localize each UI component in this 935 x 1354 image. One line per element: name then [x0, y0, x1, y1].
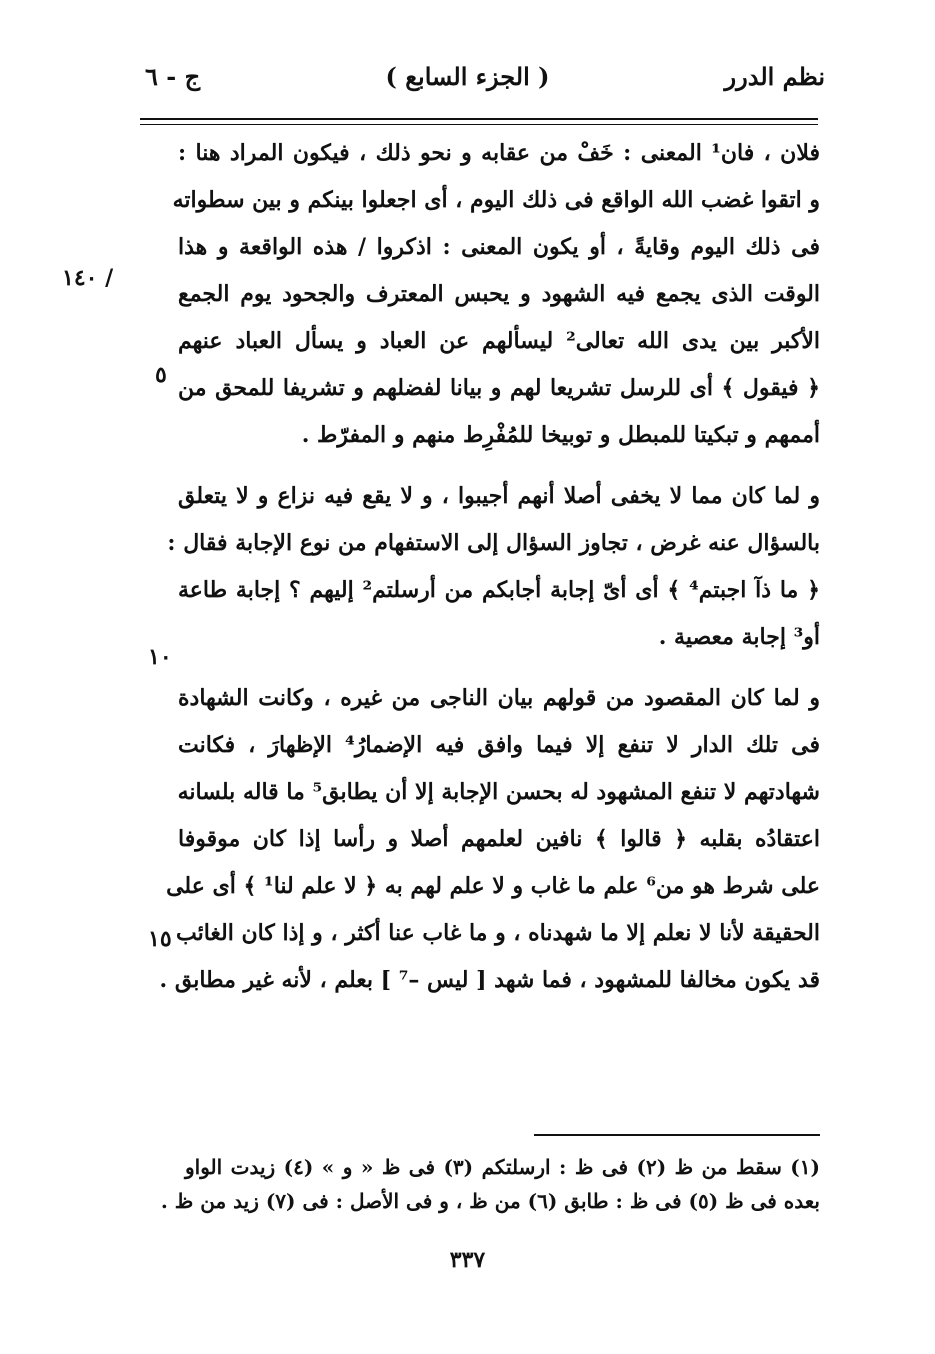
footnote-line: (١) سقط من ظ (٢) فى ظ : ارسلتكم (٣) فى ظ « و » (٤) زيدت الواو	[185, 1155, 820, 1179]
header-rule-thick	[140, 118, 818, 120]
footnote-line: بعده فى ظ (٥) فى ظ : طابق (٦) من ظ ، و فى الأصل : فى (٧) زيد من ظ .	[160, 1189, 820, 1213]
paragraph-1	[172, 130, 820, 459]
volume-short-label: ج - ٦	[145, 62, 201, 91]
footnotes	[160, 1150, 820, 1218]
paragraph-2	[167, 473, 820, 661]
text-line: الوقت الذى يجمع فيه الشهود و يحبس المعترف والجحود يوم الجمع	[178, 281, 820, 307]
footnote-separator	[534, 1134, 820, 1136]
paragraph-gap	[178, 459, 820, 473]
paragraph-gap	[178, 661, 820, 675]
text-line: شهادتهم لا تنفع المشهود له بحسن الإجابة إلا أن يطابق⁵ ما قاله بلسانه	[177, 779, 820, 805]
folio-marker: / ١٤٠	[62, 265, 114, 291]
text-line: أممهم و تبكيتا للمبطل و توبيخا للمُفْرِط منهم و المفرّط .	[301, 422, 820, 448]
book-title: نظم الدرر	[724, 62, 825, 91]
line-number-15: ١٥	[148, 926, 172, 952]
text-line: على شرط هو من⁶ علم ما غاب و لا علم لهم به ﴿ لا علم لنا¹ ﴾ أى على	[166, 873, 820, 899]
line-number-5: ٥	[155, 362, 167, 388]
text-line: فى تلك الدار لا تنفع إلا فيما وافق فيه الإضمارُ⁴ الإظهارَ ، فكانت	[178, 732, 821, 758]
text-line: ﴿ ما ذآ اجبتم⁴ ﴾ أى أىّ إجابة أجابكم من أرسلتم² إليهم ؟ إجابة طاعة	[178, 577, 820, 603]
text-line: و اتقوا غضب الله الواقع فى ذلك اليوم ، أى اجعلوا بينكم و بين سطواته	[172, 187, 820, 213]
text-line: فلان ، فان¹ المعنى : خَفْ من عقابه و نحو ذلك ، فيكون المراد هنا :	[178, 140, 820, 166]
text-line: بالسؤال عنه غرض ، تجاوز السؤال إلى الاستفهام من نوع الإجابة فقال :	[167, 530, 820, 556]
text-line: فى ذلك اليوم وقايةً ، أو يكون المعنى : اذكروا / هذه الواقعة و هذا	[178, 234, 820, 260]
text-line: اعتقادُه بقلبه ﴿ قالوا ﴾ نافين لعلمهم أصلا و رأسا إذا كان موقوفا	[178, 826, 820, 852]
text-line: الحقيقة لأنا لا نعلم إلا ما شهدناه ، و ما غاب عنا أكثر ، و إذا كان الغائب	[175, 920, 820, 946]
line-number-10: ١٠	[148, 644, 172, 670]
header-rule-thin	[140, 124, 818, 125]
text-line: و لما كان المقصود من قولهم بيان الناجى من غيره ، وكانت الشهادة	[178, 685, 820, 711]
text-line: قد يكون مخالفا للمشهود ، فما شهد [ ليس –⁷ ] بعلم ، لأنه غير مطابق .	[159, 967, 820, 993]
text-line: الأكبر بين يدى الله تعالى² ليسألهم عن العباد و يسأل العباد عنهم	[178, 328, 820, 354]
volume-title: ( الجزء السابع )	[385, 62, 550, 91]
page-number: ٣٣٧	[449, 1247, 486, 1273]
text-line: ﴿ فيقول ﴾ أى للرسل تشريعا لهم و بيانا لفضلهم و تشريفا للمحق من	[178, 375, 820, 401]
text-line: و لما كان مما لا يخفى أصلا أنهم أجيبوا ، و لا يقع فيه نزاع و لا يتعلق	[178, 483, 820, 509]
text-line: أو³ إجابة معصية .	[658, 624, 820, 650]
